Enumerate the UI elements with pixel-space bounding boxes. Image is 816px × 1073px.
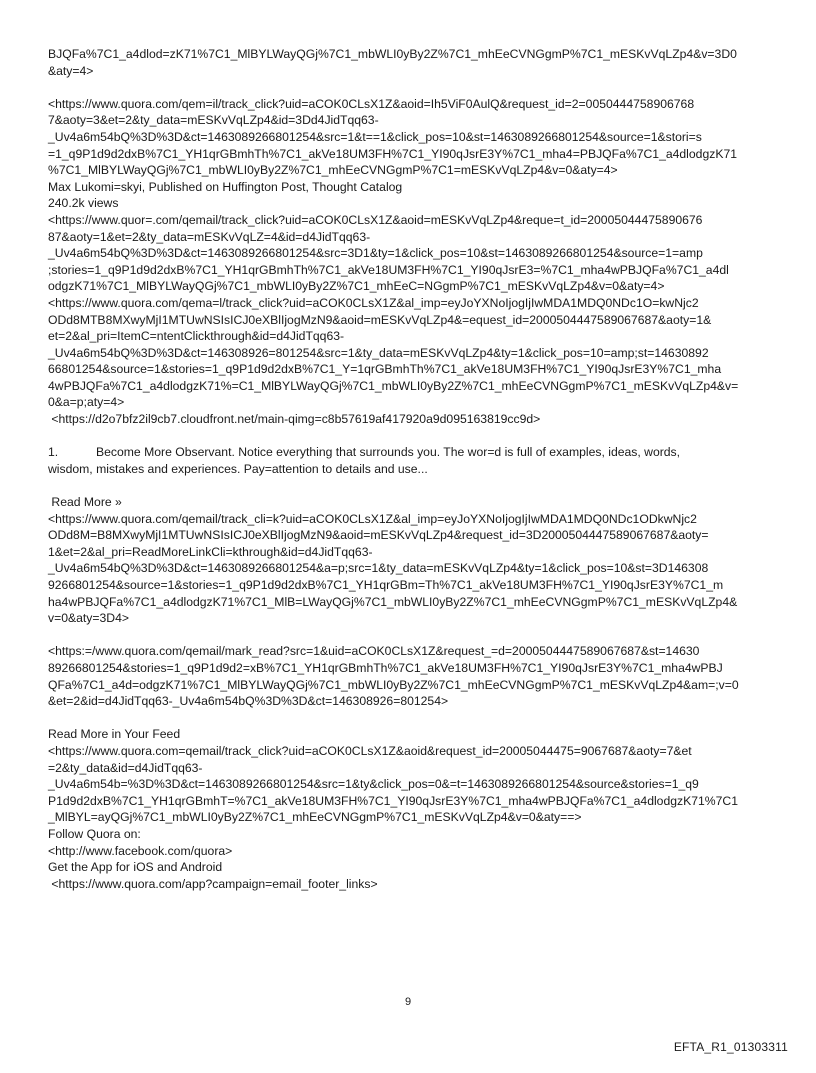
tracking-link: _Uv4a6m54bQ%3D%3D&ct=1463089266801254&src=1&t==1&click_pos=10&st=1463089266801254&source=1&stori=s [48,129,702,144]
list-number: 1. [48,445,59,460]
document-body [48,46,773,892]
facebook-link[interactable]: <http://www.facebook.com/quora> [48,843,233,858]
tracking-link: ;stories=1_q9P1d9d2dxB%7C1_YH1qrGBmhTh%7C1_akVe18UM3FH%7C1_YI90qJsrE3=%7C1_mha4wPBJQFa%7C1_a4dl [48,262,729,277]
tracking-link: ODd8M=B8MXwyMjI1MTUwNSIsICJ0eXBlIjogMzN9&aoid=mESKvVqLZp4&request_id=3D2000504447589067687&aoty= [48,528,709,543]
text-block-read-more [48,494,773,627]
page-number: 9 [404,996,412,1008]
tracking-link: _MlBYL=ayQGj%7C1_mbWLI0yBy2Z%7C1_mhEeCVNGgmP%7C1_mESKvVqLZp4&v=0&aty==> [48,810,582,825]
list-item-text: Become More Observant. Notice everything that surrounds you. The wor=d is full of examples, ideas, words, [96,445,681,460]
read-more-feed-link[interactable]: Read More in Your Feed [48,727,181,742]
follow-quora-label: Follow Quora on: [48,826,141,841]
tracking-link: <https:=/www.quora.com/qemail/mark_read?src=1&uid=aCOK0CLsX1Z&request_=d=2000504447589067687&st=14630 [48,644,700,659]
tracking-link: <https://www.quora.com/qemail/track_cli=k?uid=aCOK0CLsX1Z&al_imp=eyJoYXNoIjogIjIwMDA1MDQ0NDc1ODkwNjc2 [48,511,697,526]
tracking-link: <https://www.quora.com=qemail/track_click?uid=aCOK0CLsX1Z&aoid&request_id=20005044475=9067687&aoty=7&et [48,743,692,758]
tracking-link: 66801254&source=1&stories=1_q9P1d9d2dxB%7C1_Y=1qrGBmhTh%7C1_akVe18UM3FH%7C1_YI90qJsrE3Y%7C1_mha [48,362,722,377]
tracking-link: ODd8MTB8MXwyMjI1MTUwNSIsICJ0eXBlIjogMzN9&aoid=mESKvVqLZp4&=equest_id=2000504447589067687&aoty=1& [48,312,712,327]
tracking-link: 87&aoty=1&et=2&ty_data=mESKvVqLZ=4&id=d4JidTqq63- [48,229,371,244]
tracking-link: QFa%7C1_a4d=odgzK71%7C1_MlBYLWayQGj%7C1_mbWLI0yBy2Z%7C1_mhEeCVNGgmP%7C1_mESKvVqLZp4&am=;v=0 [48,677,739,692]
document-id: EFTA_R1_01303311 [673,1040,788,1054]
tracking-link: _Uv4a6m54b=%3D%3D&ct=1463089266801254&src=1&ty&click_pos=0&=t=1463089266801254&source&stories=1_q9 [48,777,699,792]
image-link: <https://d2o7bfz2il9cb7.cloudfront.net/main-qimg=c8b57619af417920a9d095163819cc9d> [48,412,541,427]
tracking-link: <https://www.quor=.com/qemail/track_click?uid=aCOK0CLsX1Z&aoid=mESKvVqLZp4&reque=t_id=20005044475890676 [48,212,703,227]
tracking-link: <https://www.quora.com/qem=il/track_click?uid=aCOK0CLsX1Z&aoid=Ih5ViF0AulQ&request_id=2=0050444758906768 [48,96,695,111]
text-block-intro [48,46,773,79]
tracking-link: et=2&al_pri=ItemC=ntentClickthrough&id=d4JidTqq63- [48,329,345,344]
read-more-link[interactable]: Read More » [48,495,122,510]
numbered-item [48,444,773,477]
text-line: &aty=4> [48,63,94,78]
tracking-link: %7C1_MlBYLWayQGj%7C1_mbWLI0yBy2Z%7C1_mhEeCVNGgmP%7C1=mESKvVqLZp4&v=0&aty=4> [48,163,618,178]
tracking-link: odgzK71%7C1_MlBYLWayQGj%7C1_mbWLI0yBy2Z%7C1_mhEeC=NGgmP%7C1_mESKvVqLZp4&v=0&aty=4> [48,279,665,294]
tracking-link: 7&aoty=3&et=2&ty_data=mESKvVqLZp4&id=3Dd4JidTqq63- [48,113,379,128]
tracking-link: P1d9d2dxB%7C1_YH1qrGBmhT=%7C1_akVe18UM3FH%7C1_YI90qJsrE3Y%7C1_mha4wPBJQFa%7C1_a4dlodgzK71%7C1 [48,793,738,808]
get-app-label: Get the App for iOS and Android [48,860,223,875]
tracking-link: v=0&aty=3D4> [48,611,129,626]
text-block-mark-read [48,643,773,709]
app-link[interactable]: <https://www.quora.com/app?campaign=email_footer_links> [48,876,378,891]
author-credit: Max Lukomi=skyi, Published on Huffington Post, Thought Catalog [48,179,403,194]
tracking-link: =2&ty_data&id=d4JidTqq63- [48,760,203,775]
text-block-footer-links [48,726,773,892]
tracking-link: <https://www.quora.com/qema=l/track_click?uid=aCOK0CLsX1Z&al_imp=eyJoYXNoIjogIjIwMDA1MDQ0NDc1O=kwNjc2 [48,295,699,310]
tracking-link: &et=2&id=d4JidTqq63-_Uv4a6m54bQ%3D%3D&ct=146308926=801254> [48,694,449,709]
tracking-link: 9266801254&source=1&stories=1_q9P1d9d2dxB%7C1_YH1qrGBm=Th%7C1_akVe18UM3FH%7C1_YI90qJsrE3Y%7C1_m [48,578,724,592]
view-count: 240.2k views [48,196,119,211]
list-item-text: wisdom, mistakes and experiences. Pay=attention to details and use... [48,461,428,476]
tracking-link: _Uv4a6m54bQ%3D%3D&ct=146308926=801254&src=1&ty_data=mESKvVqLZp4&ty=1&click_pos=10=amp;st=14630892 [48,345,709,360]
text-line: BJQFa%7C1_a4dlod=zK71%7C1_MlBYLWayQGj%7C1_mbWLI0yBy2Z%7C1_mhEeCVNGgmP%7C1_mESKvVqLZp4&v=3D0 [48,47,737,61]
tracking-link: 0&a=p;aty=4> [48,395,125,410]
tracking-link: _Uv4a6m54bQ%3D%3D&ct=1463089266801254&src=3D1&ty=1&click_pos=10&st=1463089266801254&source=1=amp [48,246,703,261]
tracking-link: 1&et=2&al_pri=ReadMoreLinkCli=kthrough&id=d4JidTqq63- [48,544,373,559]
tracking-link: 89266801254&stories=1_q9P1d9d2=xB%7C1_YH1qrGBmhTh%7C1_akVe18UM3FH%7C1_YI90qJsrE3Y%7C1_mha4wPBJ [48,660,723,675]
tracking-link: 4wPBJQFa%7C1_a4dlodgzK71%=C1_MlBYLWayQGj%7C1_mbWLI0yBy2Z%7C1_mhEeCVNGgmP%7C1_mESKvVqLZp4&v= [48,378,739,393]
text-block-tracking-links [48,96,773,428]
tracking-link: _Uv4a6m54bQ%3D%3D&ct=1463089266801254&a=p;src=1&ty_data=mESKvVqLZp4&ty=1&click_pos=10&st=3D146308 [48,561,709,576]
tracking-link: ha4wPBJQFa%7C1_a4dlodgzK71%7C1_MlB=LWayQGj%7C1_mbWLI0yBy2Z%7C1_mhEeCVNGgmP%7C1_mESKvVqLZp4& [48,594,738,609]
tracking-link: =1_q9P1d9d2dxB%7C1_YH1qrGBmhTh%7C1_akVe18UM3FH%7C1_YI90qJsrE3Y%7C1_mha4=PBJQFa%7C1_a4dlodgzK71 [48,146,738,161]
